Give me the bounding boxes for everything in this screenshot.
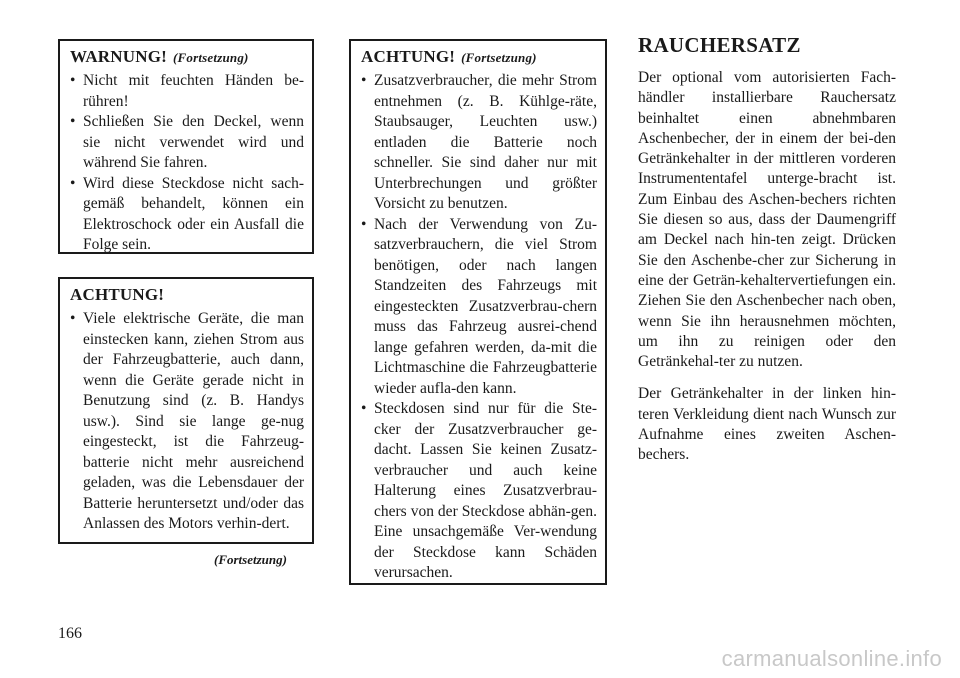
list-item: • Schließen Sie den Deckel, wenn sie nicht verwendet wird und während Sie fahren. (70, 112, 304, 174)
list-item: • Nicht mit feuchten Händen be-rühren! (70, 71, 304, 112)
section-rauchersatz (638, 33, 896, 478)
warning-list (70, 71, 304, 256)
list-item: • Steckdosen sind nur für die Ste-cker der Zusatzverbraucher ge-dacht. Lassen Sie keinen Zusatz-verbraucher und auch keine Halterung eines Zusatzverbrau-chers von der Steckdose abhän-gen. Eine unsachgemäße Ver-wendung der Steckdose kann Schäden verursachen. (361, 399, 597, 584)
caution-list (361, 71, 597, 584)
caution-heading: ACHTUNG! (70, 285, 165, 304)
continuation-label: (Fortsetzung) (461, 50, 537, 65)
continuation-footer: (Fortsetzung) (214, 552, 287, 567)
list-item: • Viele elektrische Geräte, die man einstecken kann, ziehen Strom aus der Fahrzeugbatterie, auch dann, wenn die Geräte gerade nicht in Benutzung sind (z. B. Handys usw.). Sind sie lange ge-nug eingesteckt, ist die Fahrzeug-batterie nicht mehr ausreichend geladen, was die Lebensdauer der Batterie heruntersetzt und/oder das Anlassen des Motors verhin-dert. (70, 309, 304, 535)
list-item: • Wird diese Steckdose nicht sach-gemäß behandelt, können ein Elektroschock oder ein Ausfall die Folge sein. (70, 174, 304, 256)
continuation-label: (Fortsetzung) (172, 50, 249, 65)
caution-box (58, 277, 314, 544)
caution-list (70, 309, 304, 535)
caution-box-continued (349, 39, 607, 585)
page-number: 166 (58, 625, 82, 642)
warning-heading: WARNUNG! (Fortsetzung) (70, 47, 249, 66)
body-paragraph: Der optional vom autorisierten Fach-händler installierbare Rauchersatz beinhaltet einen abnehmbaren Aschenbecher, der in einem der bei-den Getränkehalter in der mittleren vorderen Instrumententafel unterge-bracht ist. Zum Einbau des Aschen-bechers richten Sie diesen so aus, dass der Daumengriff am Deckel nach hin-ten zeigt. Drücken Sie den Aschenbe-cher zur Sicherung in eine der Geträn-kehaltervertiefungen ein. Ziehen Sie den Aschenbecher nach oben, wenn Sie ihn herausnehmen möchten, um ihn zu reinigen oder den Getränkehal-ter zu nutzen. (638, 69, 896, 371)
warning-box (58, 39, 314, 254)
watermark: carmanualsonline.info (721, 646, 942, 671)
list-item: • Nach der Verwendung von Zu-satzverbrauchern, die viel Strom benötigen, oder nach langen Standzeiten des Fahrzeugs mit eingesteckten Zusatzverbrau-chern muss das Fahrzeug ausrei-chend lange gefahren werden, da-mit die Lichtmaschine die Fahrzeugbatterie wieder aufla-den kann. (361, 215, 597, 400)
caution-heading: ACHTUNG! (Fortsetzung) (361, 47, 537, 66)
list-item: • Zusatzverbraucher, die mehr Strom entnehmen (z. B. Kühlge-räte, Staubsauger, Leuchten usw.) entladen die Batterie noch schneller. Sie sind daher nur mit Unterbrechungen und größter Vorsicht zu benutzen. (361, 71, 597, 215)
body-paragraph: Der Getränkehalter in der linken hin-teren Verkleidung dient nach Wunsch zur Aufnahme eines zweiten Aschen-bechers. (638, 385, 896, 464)
section-title: RAUCHERSATZ (638, 33, 801, 57)
